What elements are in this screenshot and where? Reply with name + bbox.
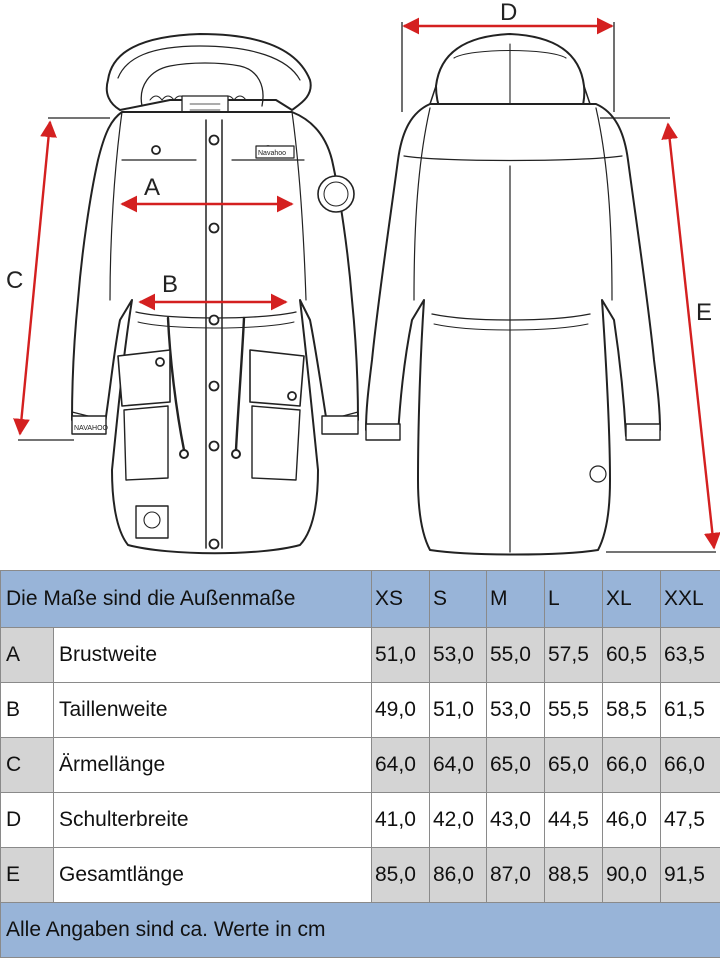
measure-value: 57,5 bbox=[545, 628, 603, 683]
table-footer-note: Alle Angaben sind ca. Werte in cm bbox=[1, 903, 720, 958]
measure-value: 47,5 bbox=[661, 793, 720, 848]
measure-value: 55,5 bbox=[545, 683, 603, 738]
measure-value: 46,0 bbox=[603, 793, 661, 848]
dimension-e-line bbox=[668, 124, 714, 548]
size-header: XXL bbox=[661, 571, 720, 628]
measure-value: 51,0 bbox=[430, 683, 487, 738]
measure-name: Taillenweite bbox=[54, 683, 372, 738]
jacket-back-view bbox=[366, 34, 660, 555]
table-row bbox=[1, 793, 720, 848]
measure-value: 66,0 bbox=[603, 738, 661, 793]
measure-name: Brustweite bbox=[54, 628, 372, 683]
measure-value: 85,0 bbox=[372, 848, 430, 903]
measure-value: 63,5 bbox=[661, 628, 720, 683]
measure-code: A bbox=[1, 628, 54, 683]
table-footer-row bbox=[1, 903, 720, 958]
measure-code: D bbox=[1, 793, 54, 848]
measure-value: 86,0 bbox=[430, 848, 487, 903]
measure-value: 41,0 bbox=[372, 793, 430, 848]
measure-value: 88,5 bbox=[545, 848, 603, 903]
measure-value: 64,0 bbox=[430, 738, 487, 793]
measure-value: 65,0 bbox=[487, 738, 545, 793]
measure-name: Gesamtlänge bbox=[54, 848, 372, 903]
table-header-row bbox=[1, 571, 720, 628]
table-header-title: Die Maße sind die Außenmaße bbox=[1, 571, 372, 628]
dimension-label-e: E bbox=[696, 299, 712, 326]
measure-value: 42,0 bbox=[430, 793, 487, 848]
size-header: XS bbox=[372, 571, 430, 628]
measure-value: 43,0 bbox=[487, 793, 545, 848]
measure-value: 55,0 bbox=[487, 628, 545, 683]
dimension-c-line bbox=[20, 122, 50, 434]
chest-brand-tag: Navahoo bbox=[258, 150, 286, 157]
measure-value: 58,5 bbox=[603, 683, 661, 738]
table-row bbox=[1, 848, 720, 903]
measure-code: B bbox=[1, 683, 54, 738]
size-header: L bbox=[545, 571, 603, 628]
dimension-label-c: C bbox=[6, 267, 23, 294]
table-row bbox=[1, 683, 720, 738]
sleeve-brand-tag: NAVAHOO bbox=[74, 425, 109, 432]
measure-value: 65,0 bbox=[545, 738, 603, 793]
jacket-front-view bbox=[72, 34, 358, 553]
measure-value: 53,0 bbox=[487, 683, 545, 738]
measure-value: 61,5 bbox=[661, 683, 720, 738]
table-row bbox=[1, 628, 720, 683]
dimension-label-d: D bbox=[500, 0, 517, 26]
dimension-label-a: A bbox=[144, 174, 160, 201]
measure-value: 66,0 bbox=[661, 738, 720, 793]
dimension-label-b: B bbox=[162, 271, 178, 298]
size-header: S bbox=[430, 571, 487, 628]
measure-value: 51,0 bbox=[372, 628, 430, 683]
measure-value: 87,0 bbox=[487, 848, 545, 903]
table-row bbox=[1, 738, 720, 793]
measure-value: 91,5 bbox=[661, 848, 720, 903]
size-header: M bbox=[487, 571, 545, 628]
measure-value: 49,0 bbox=[372, 683, 430, 738]
measure-name: Ärmellänge bbox=[54, 738, 372, 793]
measure-value: 53,0 bbox=[430, 628, 487, 683]
size-header: XL bbox=[603, 571, 661, 628]
measure-value: 64,0 bbox=[372, 738, 430, 793]
measure-value: 60,5 bbox=[603, 628, 661, 683]
size-chart-table bbox=[0, 570, 720, 958]
measure-code: C bbox=[1, 738, 54, 793]
measure-code: E bbox=[1, 848, 54, 903]
measure-value: 44,5 bbox=[545, 793, 603, 848]
measure-value: 90,0 bbox=[603, 848, 661, 903]
measure-name: Schulterbreite bbox=[54, 793, 372, 848]
